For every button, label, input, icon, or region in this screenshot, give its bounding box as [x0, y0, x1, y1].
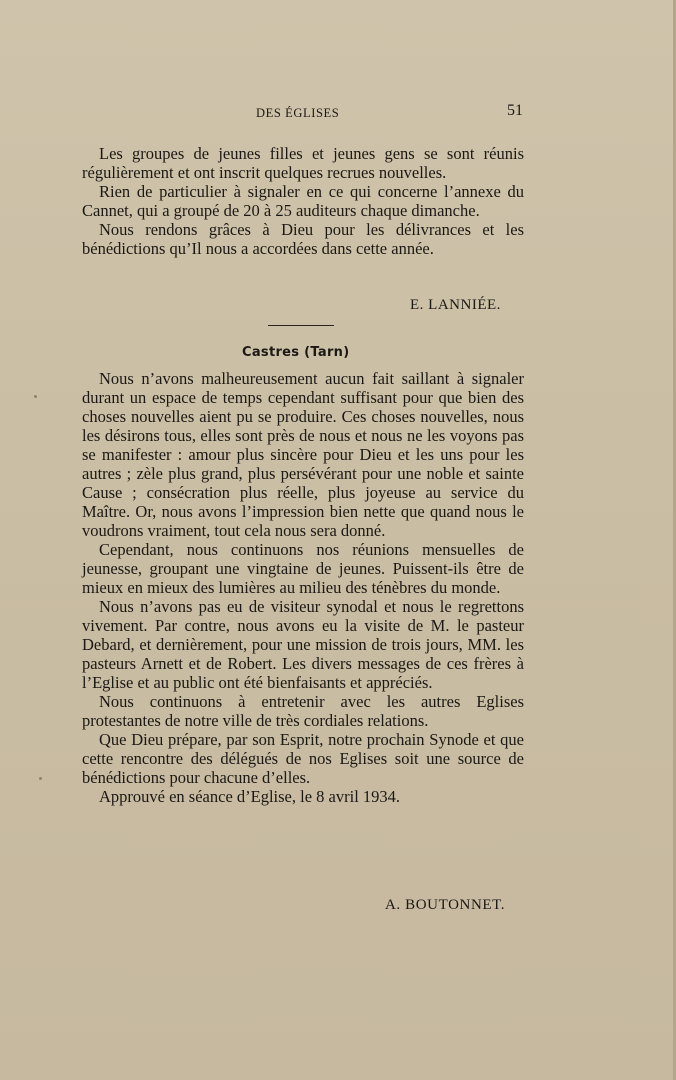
paragraph: Rien de particulier à signaler en ce qui concerne l’annexe du Cannet, qui a groupé de 20 à 25 auditeurs chaque dimanche.	[82, 182, 524, 220]
section-title: Castres (Tarn)	[242, 345, 350, 360]
signature-boutonnet: A. BOUTONNET.	[385, 897, 506, 913]
paragraph: Approuvé en séance d’Eglise, le 8 avril 1934.	[99, 787, 401, 806]
page-number: 51	[507, 102, 523, 119]
paragraph: Cependant, nous continuons nos réunions mensuelles de jeunesse, groupant une vingtaine de jeunes. Puissent-ils être de mieux en mieux des lumières au milieu des ténèbres du monde.	[82, 540, 524, 597]
signature-lanniee: E. LANNIÉE.	[410, 297, 501, 313]
castres-article-body	[82, 369, 524, 806]
running-head	[0, 102, 676, 124]
paragraph: Nous rendons grâces à Dieu pour les délivrances et les bénédictions qu’Il nous a accordées dans cette année.	[82, 220, 524, 258]
section-separator	[268, 325, 334, 326]
running-title: DES ÉGLISES	[256, 106, 340, 120]
first-article-body	[82, 144, 524, 258]
paragraph: Que Dieu prépare, par son Esprit, notre prochain Synode et que cette rencontre des délégués de nos Eglises soit une source de bénédictions pour chacune d’elles.	[82, 730, 524, 787]
paragraph: Nous n’avons pas eu de visiteur synodal et nous le regrettons vivement. Par contre, nous avons eu la visite de M. le pasteur Debard, et dernièrement, pour une mission de trois jours, MM. les pasteurs Arnett et de Robert. Les divers messages de ces frères à l’Eglise et au public ont été bienfaisants et appréciés.	[82, 597, 524, 692]
paragraph: Nous n’avons malheureusement aucun fait saillant à signaler durant un espace de temps cependant suffisant pour que bien des choses nouvelles aient pu se produire. Ces choses nouvelles, nous les désirons tous, elles sont près de nous et nous ne les voyons pas se manifester : amour plus sincère pour Dieu et les uns pour les autres ; zèle plus grand, plus persévérant pour une noble et sainte Cause ; consécration plus réelle, plus joyeuse au service du Maître. Or, nous avons l’impression bien nette que quand nous le voudrons vraiment, tout cela nous sera donné.	[82, 369, 524, 540]
paragraph: Nous continuons à entretenir avec les autres Eglises protestantes de notre ville de très cordiales relations.	[82, 692, 524, 730]
paragraph: Les groupes de jeunes filles et jeunes gens se sont réunis régulièrement et ont inscrit quelques recrues nouvelles.	[82, 144, 524, 182]
paper-speck	[39, 777, 42, 780]
paper-speck	[34, 395, 37, 398]
